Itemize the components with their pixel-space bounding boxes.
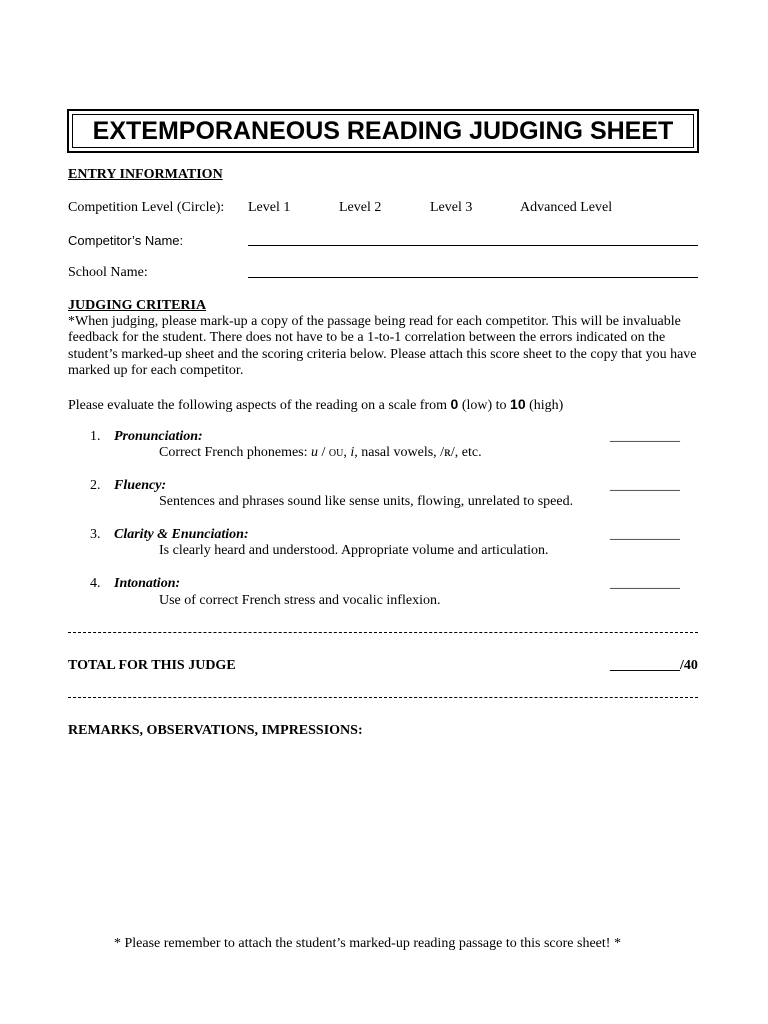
- competitor-name-label: Competitor’s Name:: [68, 233, 184, 248]
- criterion-4-name: Intonation: [114, 576, 176, 591]
- total-score-blank[interactable]: __________/40: [610, 658, 698, 673]
- criteria-heading: JUDGING CRITERIA: [68, 298, 207, 313]
- criterion-4-title: Intonation:: [114, 576, 181, 591]
- criterion-4-description: Use of correct French stress and vocalic inflexion.: [159, 593, 441, 608]
- level-label: Competition Level (Circle):: [68, 200, 225, 215]
- level-option-1[interactable]: Level 1: [248, 200, 291, 215]
- footer-reminder: * Please remember to attach the student’s marked-up reading passage to this score sheet! *: [114, 936, 621, 951]
- criterion-1-description: Correct French phonemes: u / ou, i, nasal vowels, /ʀ/, etc.: [159, 445, 482, 460]
- criterion-1-score-blank[interactable]: __________: [610, 429, 680, 444]
- criterion-2-score-blank[interactable]: __________: [610, 478, 680, 493]
- competitor-name-field[interactable]: [248, 245, 698, 246]
- school-name-field[interactable]: [248, 277, 698, 278]
- criterion-2-description: Sentences and phrases sound like sense units, flowing, unrelated to speed.: [159, 494, 574, 509]
- page-title: EXTEMPORANEOUS READING JUDGING SHEET: [72, 114, 694, 148]
- title-box: [67, 109, 699, 153]
- scale-high-text: (high): [529, 398, 564, 413]
- level-option-3[interactable]: Level 3: [430, 200, 473, 215]
- criterion-3-description: Is clearly heard and understood. Appropriate volume and articulation.: [159, 543, 549, 558]
- scale-prefix: Please evaluate the following aspects of the reading on a scale from: [68, 398, 448, 413]
- criterion-2-number: 2.: [90, 478, 101, 493]
- criterion-1-number: 1.: [90, 429, 101, 444]
- criterion-2-title: Fluency:: [114, 478, 167, 493]
- total-label: TOTAL FOR THIS JUDGE: [68, 658, 236, 673]
- criterion-1-name: Pronunciation: [114, 429, 199, 444]
- criterion-3-score-blank[interactable]: __________: [610, 527, 680, 542]
- scale-instructions: [68, 396, 563, 414]
- school-name-label: School Name:: [68, 265, 148, 280]
- criteria-note: *When judging, please mark-up a copy of the passage being read for each competitor. This will be invaluable feedback for the student. There does not have to be a 1-to-1 correlation between the errors indicated on the student’s marked-up sheet and the scoring criteria below. Please attach this score sheet to the copy that you have marked up for each competitor.: [68, 314, 697, 378]
- scale-low-text: (low) to: [461, 398, 507, 413]
- criterion-2-name: Fluency: [114, 478, 162, 493]
- criterion-3-number: 3.: [90, 527, 101, 542]
- criterion-3-title: Clarity & Enunciation:: [114, 527, 249, 542]
- scale-low: 0: [450, 396, 459, 412]
- divider-bottom: [68, 697, 698, 698]
- scale-high: 10: [510, 396, 526, 412]
- remarks-area[interactable]: [68, 745, 698, 915]
- criterion-3-name: Clarity & Enunciation: [114, 527, 244, 542]
- entry-heading: ENTRY INFORMATION: [68, 167, 223, 182]
- level-option-advanced[interactable]: Advanced Level: [520, 200, 613, 215]
- criterion-4-number: 4.: [90, 576, 101, 591]
- divider-top: [68, 632, 698, 633]
- criterion-1-title: Pronunciation:: [114, 429, 203, 444]
- criterion-4-score-blank[interactable]: __________: [610, 576, 680, 591]
- level-option-2[interactable]: Level 2: [339, 200, 382, 215]
- remarks-label: REMARKS, OBSERVATIONS, IMPRESSIONS:: [68, 723, 363, 738]
